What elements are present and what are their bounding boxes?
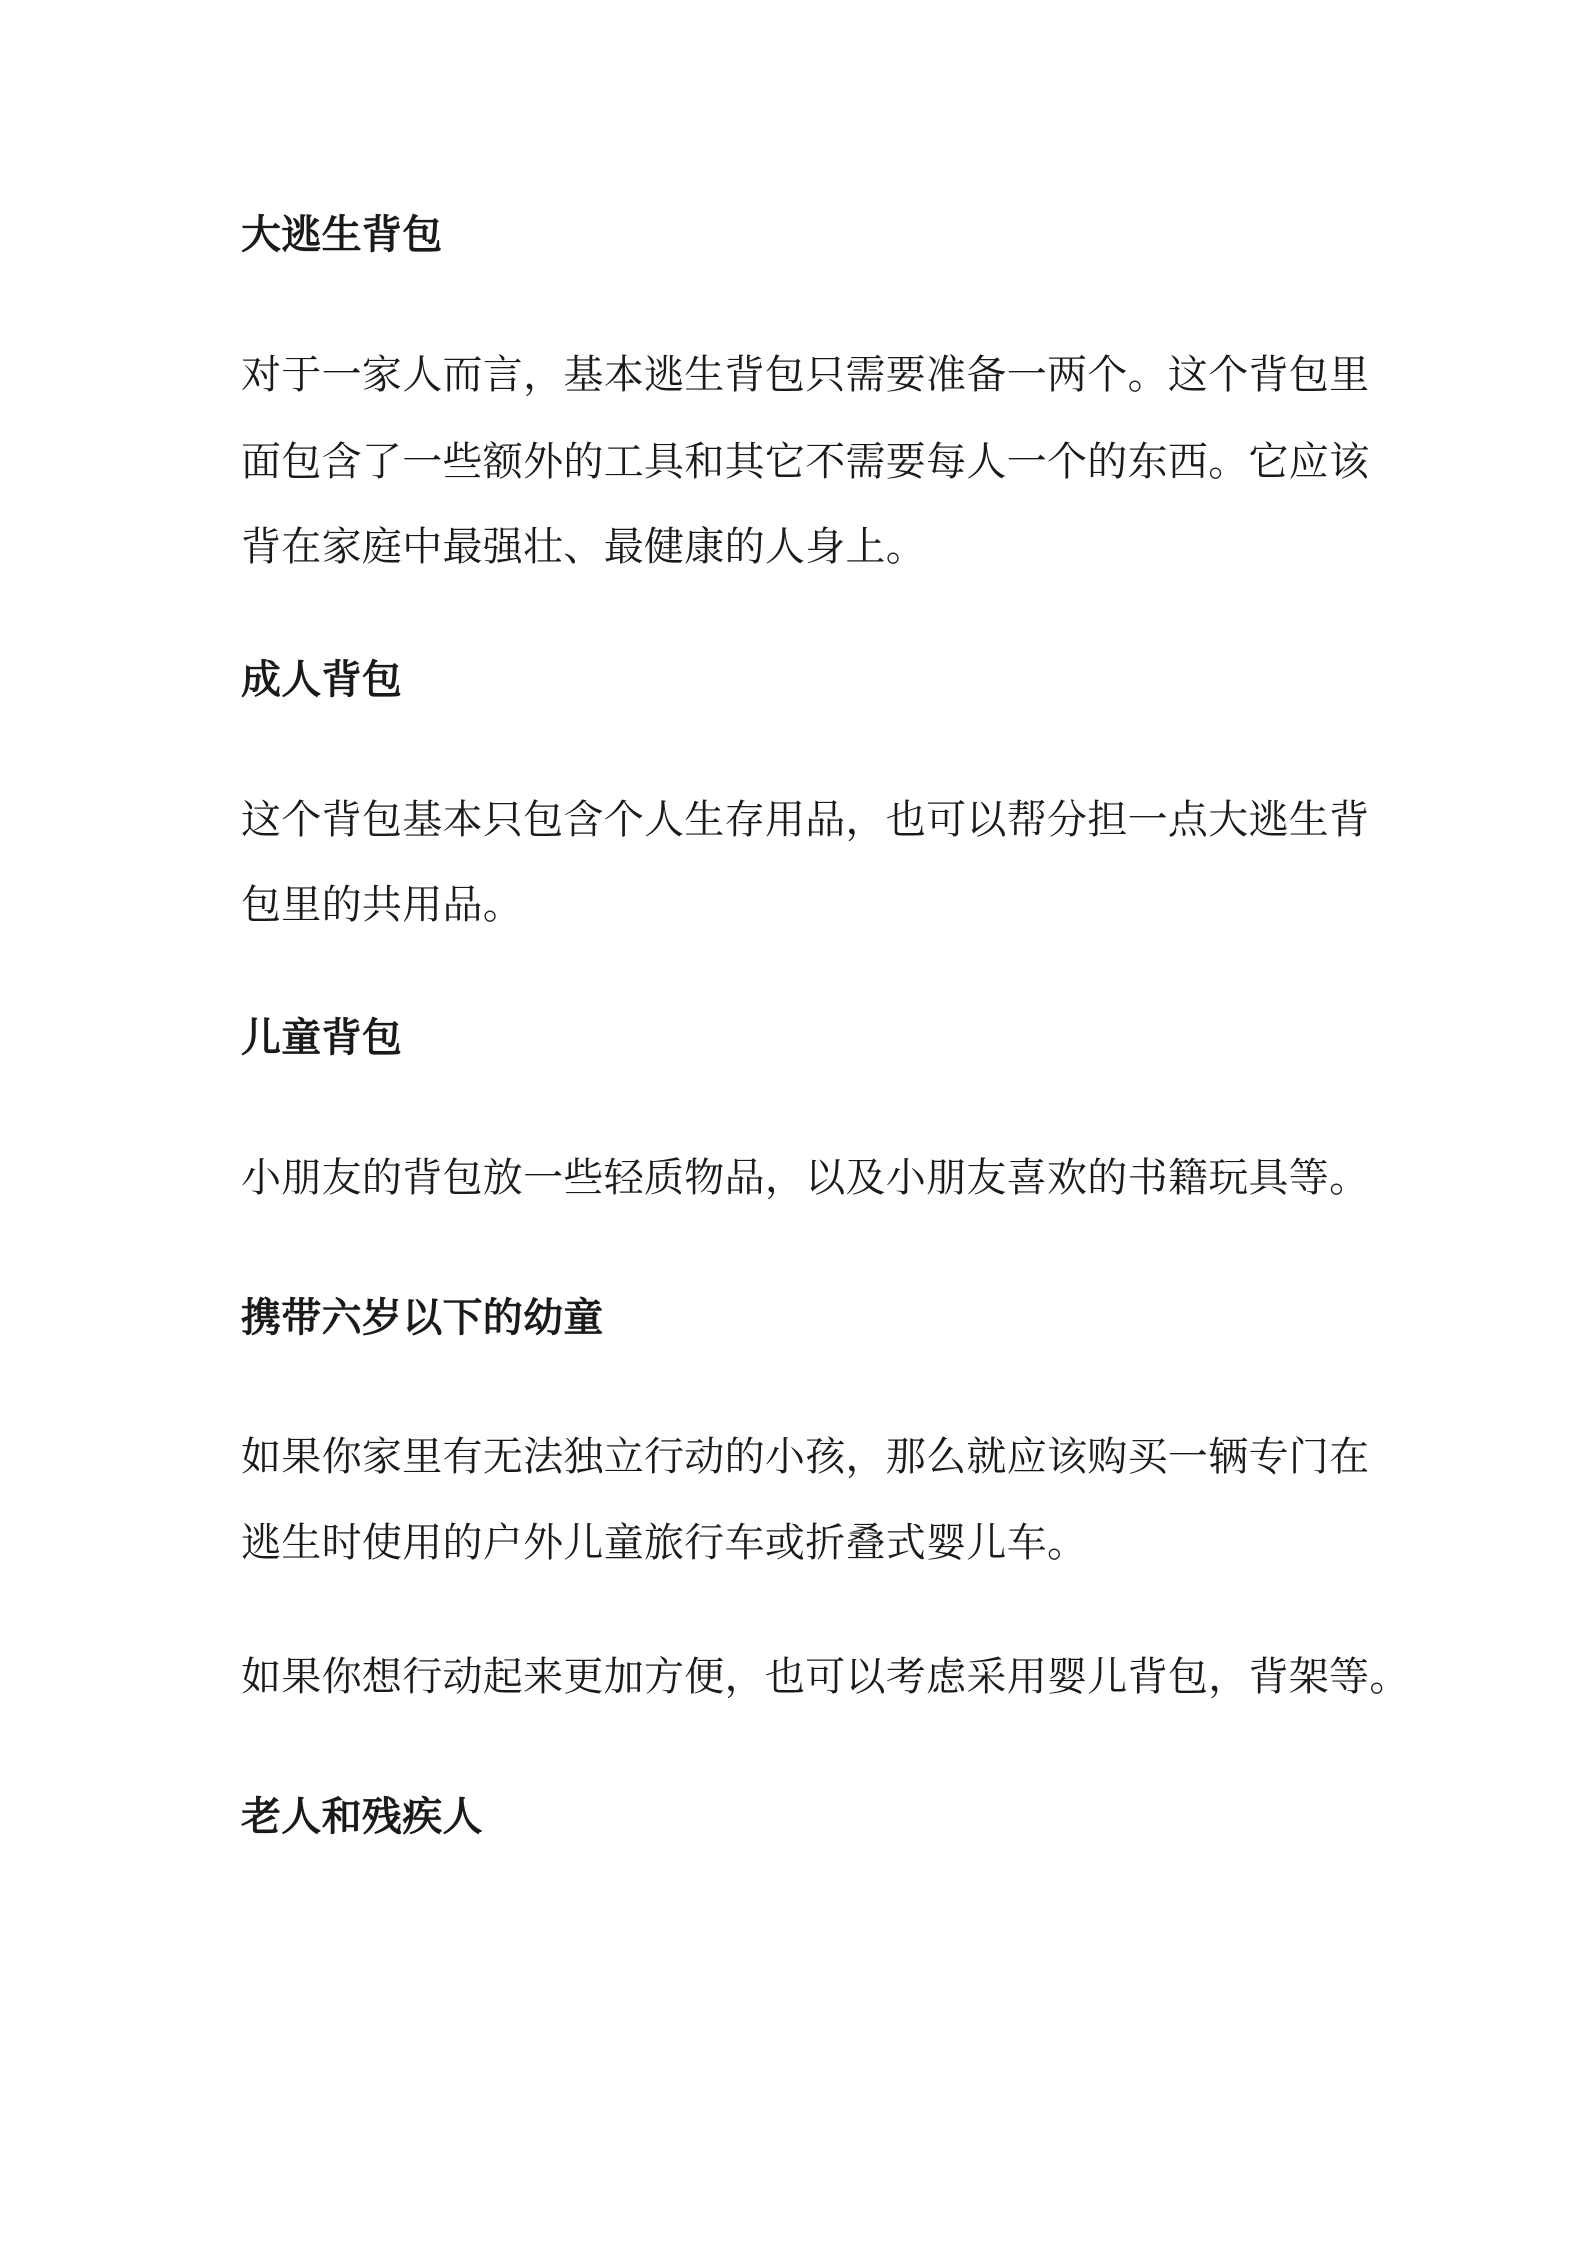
paragraph-line: 逃生时使用的户外儿童旅行车或折叠式婴儿车。	[241, 1520, 1088, 1566]
paragraph-line: 背在家庭中最强壮、最健康的人身上。	[241, 524, 927, 570]
paragraph-line: 小朋友的背包放一些轻质物品，以及小朋友喜欢的书籍玩具等。	[241, 1155, 1370, 1201]
paragraph-line: 对于一家人而言，基本逃生背包只需要准备一两个。这个背包里	[241, 352, 1370, 398]
section-heading-adult-backpack: 成人背包	[241, 657, 403, 703]
paragraph-line: 如果你想行动起来更加方便，也可以考虑采用婴儿背包，背架等。	[241, 1654, 1410, 1700]
paragraph-line: 包里的共用品。	[241, 882, 524, 928]
paragraph-line: 如果你家里有无法独立行动的小孩，那么就应该购买一辆专门在	[241, 1434, 1370, 1480]
section-heading-young-children: 携带六岁以下的幼童	[241, 1295, 604, 1341]
paragraph-line: 面包含了一些额外的工具和其它不需要每人一个的东西。它应该	[241, 439, 1370, 485]
section-heading-child-backpack: 儿童背包	[241, 1015, 403, 1061]
paragraph-line: 这个背包基本只包含个人生存用品，也可以帮分担一点大逃生背	[241, 797, 1370, 843]
section-heading-big-escape-backpack: 大逃生背包	[241, 212, 443, 258]
section-heading-elderly-disabled: 老人和残疾人	[241, 1794, 483, 1840]
